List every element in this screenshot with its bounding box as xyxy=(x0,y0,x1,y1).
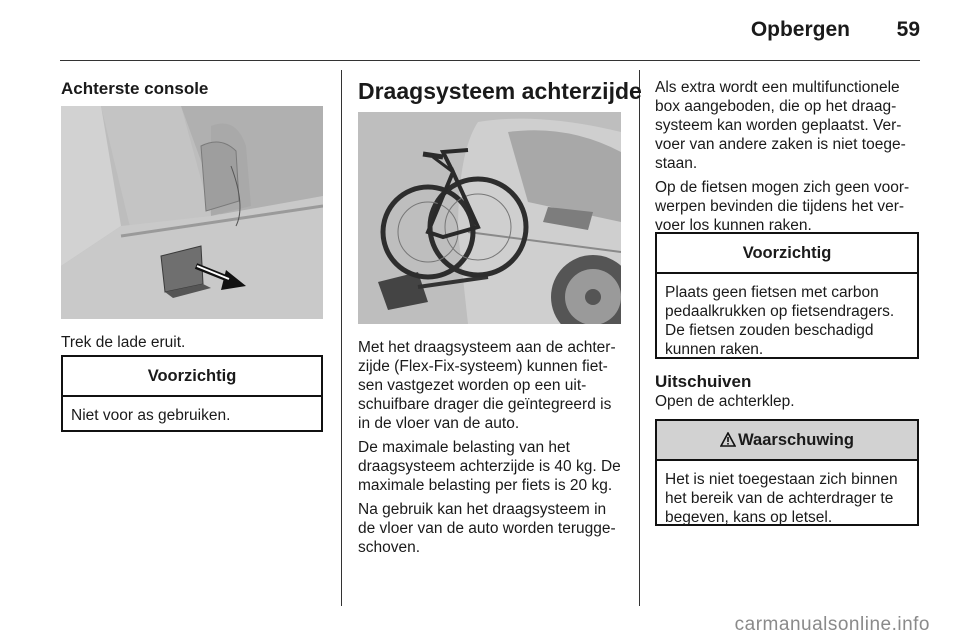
bike-carrier-paragraph-2: De maximale belasting van het draagsysteem achterzijde is 40 kg. De maximale belasting per fiets is 20 kg. xyxy=(358,439,621,494)
warning-triangle-icon xyxy=(720,432,736,447)
right-intro-text xyxy=(655,78,923,240)
section-heading-rear-console: Achterste console xyxy=(61,79,209,98)
header-rule xyxy=(60,60,920,61)
warning-title: Waarschuwing xyxy=(738,431,854,449)
warning-header xyxy=(657,421,917,461)
rear-console-caption: Trek de lade eruit. xyxy=(61,334,186,351)
bike-carrier-paragraph-1: Met het draagsysteem aan de achter-zijde (Flex-Fix-systeem) kunnen fiet-sen vastgezet worden op een uit-schuifbare drager die geïntegreerd is in de vloer van de auto. xyxy=(358,339,616,432)
warning-box xyxy=(655,419,919,526)
caution-box-console xyxy=(61,355,323,432)
warning-text: Het is niet toegestaan zich binnen het bereik van de achterdrager te begeven, kans op letsel. xyxy=(665,471,898,526)
bike-carrier-illustration xyxy=(358,112,621,324)
column-divider-1 xyxy=(341,70,342,606)
bike-carrier-text xyxy=(358,338,626,562)
section-heading-bike-carrier: Draagsysteem achterzijde xyxy=(358,78,642,104)
caution-title: Voorzichtig xyxy=(657,234,917,274)
watermark: carmanualsonline.info xyxy=(734,614,930,635)
rear-console-illustration xyxy=(61,106,323,319)
right-paragraph-1: Als extra wordt een multifunctionele box aangeboden, die op het draag-systeem kan worden geplaatst. Ver-voer van andere zaken is niet toege-staan. xyxy=(655,79,906,172)
caution-box-carbon xyxy=(655,232,919,359)
caution-title: Voorzichtig xyxy=(63,357,321,397)
right-paragraph-2: Op de fietsen mogen zich geen voor-werpen bevinden die tijdens het ver-voer los kunnen raken. xyxy=(655,179,910,234)
caution-text: Plaats geen fietsen met carbon pedaalkrukken op fietsendragers. De fietsen zouden beschadigd kunnen raken. xyxy=(665,284,895,358)
bike-carrier-paragraph-3: Na gebruik kan het draagsysteem in de vloer van de auto worden terugge-schoven. xyxy=(358,501,616,556)
page-number: 59 xyxy=(896,18,920,41)
extend-instruction: Open de achterklep. xyxy=(655,393,795,410)
column-divider-2 xyxy=(639,70,640,606)
caution-text: Niet voor as gebruiken. xyxy=(71,407,231,424)
subheading-extend: Uitschuiven xyxy=(655,372,752,391)
page-header-title: Opbergen xyxy=(750,18,850,41)
